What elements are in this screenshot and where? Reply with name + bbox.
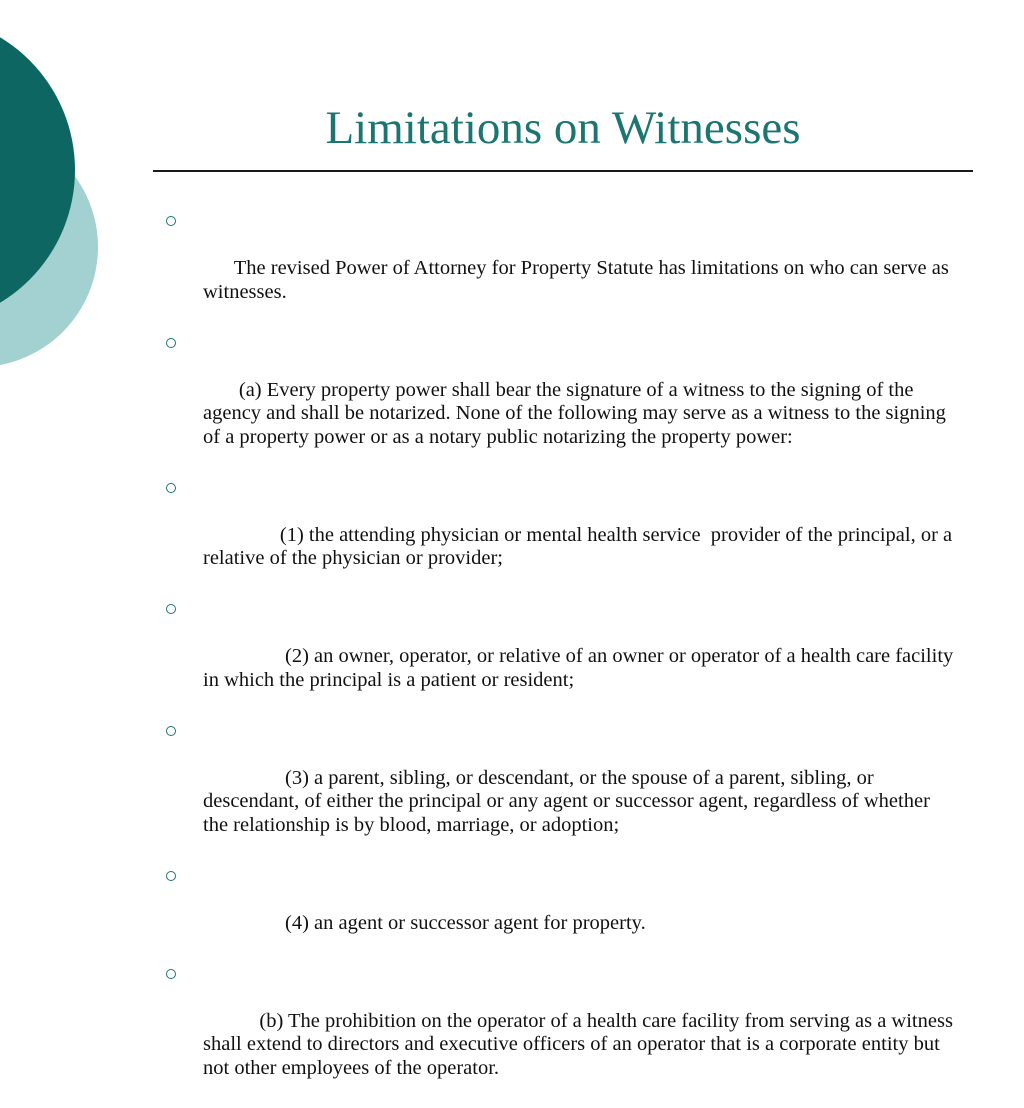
bullet-circle-icon <box>166 338 176 348</box>
bullet-item <box>160 210 960 328</box>
bullet-text: (2) an owner, operator, or relative of an owner or operator of a health care facility in which the principal is a patient or resident; <box>203 645 959 691</box>
bullet-item <box>160 477 960 595</box>
bullet-text: (b) The prohibition on the operator of a health care facility from serving as a witness shall extend to directors and executive officers of an operator that is a corporate entity but not other employees of the operator. <box>203 1009 959 1079</box>
bullet-item <box>160 865 960 959</box>
bullet-circle-icon <box>166 969 176 979</box>
bullet-text: (3) a parent, sibling, or descendant, or the spouse of a parent, sibling, or descendant, of either the principal or any agent or successor agent, regardless of whether the relationship is by blood, marriage, or adoption; <box>203 766 936 836</box>
bullet-item <box>160 598 960 716</box>
bullet-list <box>160 210 960 1108</box>
decorative-circles <box>0 0 160 420</box>
bullet-text: (a) Every property power shall bear the signature of a witness to the signing of the agency and shall be notarized. None of the following may serve as a witness to the signing of a property power or as a notary public notarizing the property power: <box>203 378 952 448</box>
bullet-circle-icon <box>166 871 176 881</box>
bullet-circle-icon <box>166 216 176 226</box>
title-divider <box>153 170 973 172</box>
bullet-circle-icon <box>166 483 176 493</box>
bullet-text: The revised Power of Attorney for Property Statute has limitations on who can serve as witnesses. <box>203 257 954 303</box>
bullet-item <box>160 332 960 473</box>
bullet-circle-icon <box>166 604 176 614</box>
slide-title: Limitations on Witnesses <box>325 102 801 154</box>
bullet-item <box>160 963 960 1104</box>
bullet-circle-icon <box>166 726 176 736</box>
bullet-item <box>160 720 960 861</box>
bullet-text: (4) an agent or successor agent for property. <box>233 911 646 934</box>
bullet-text: (1) the attending physician or mental health service provider of the principal, or a relative of the physician or provider; <box>203 523 958 569</box>
